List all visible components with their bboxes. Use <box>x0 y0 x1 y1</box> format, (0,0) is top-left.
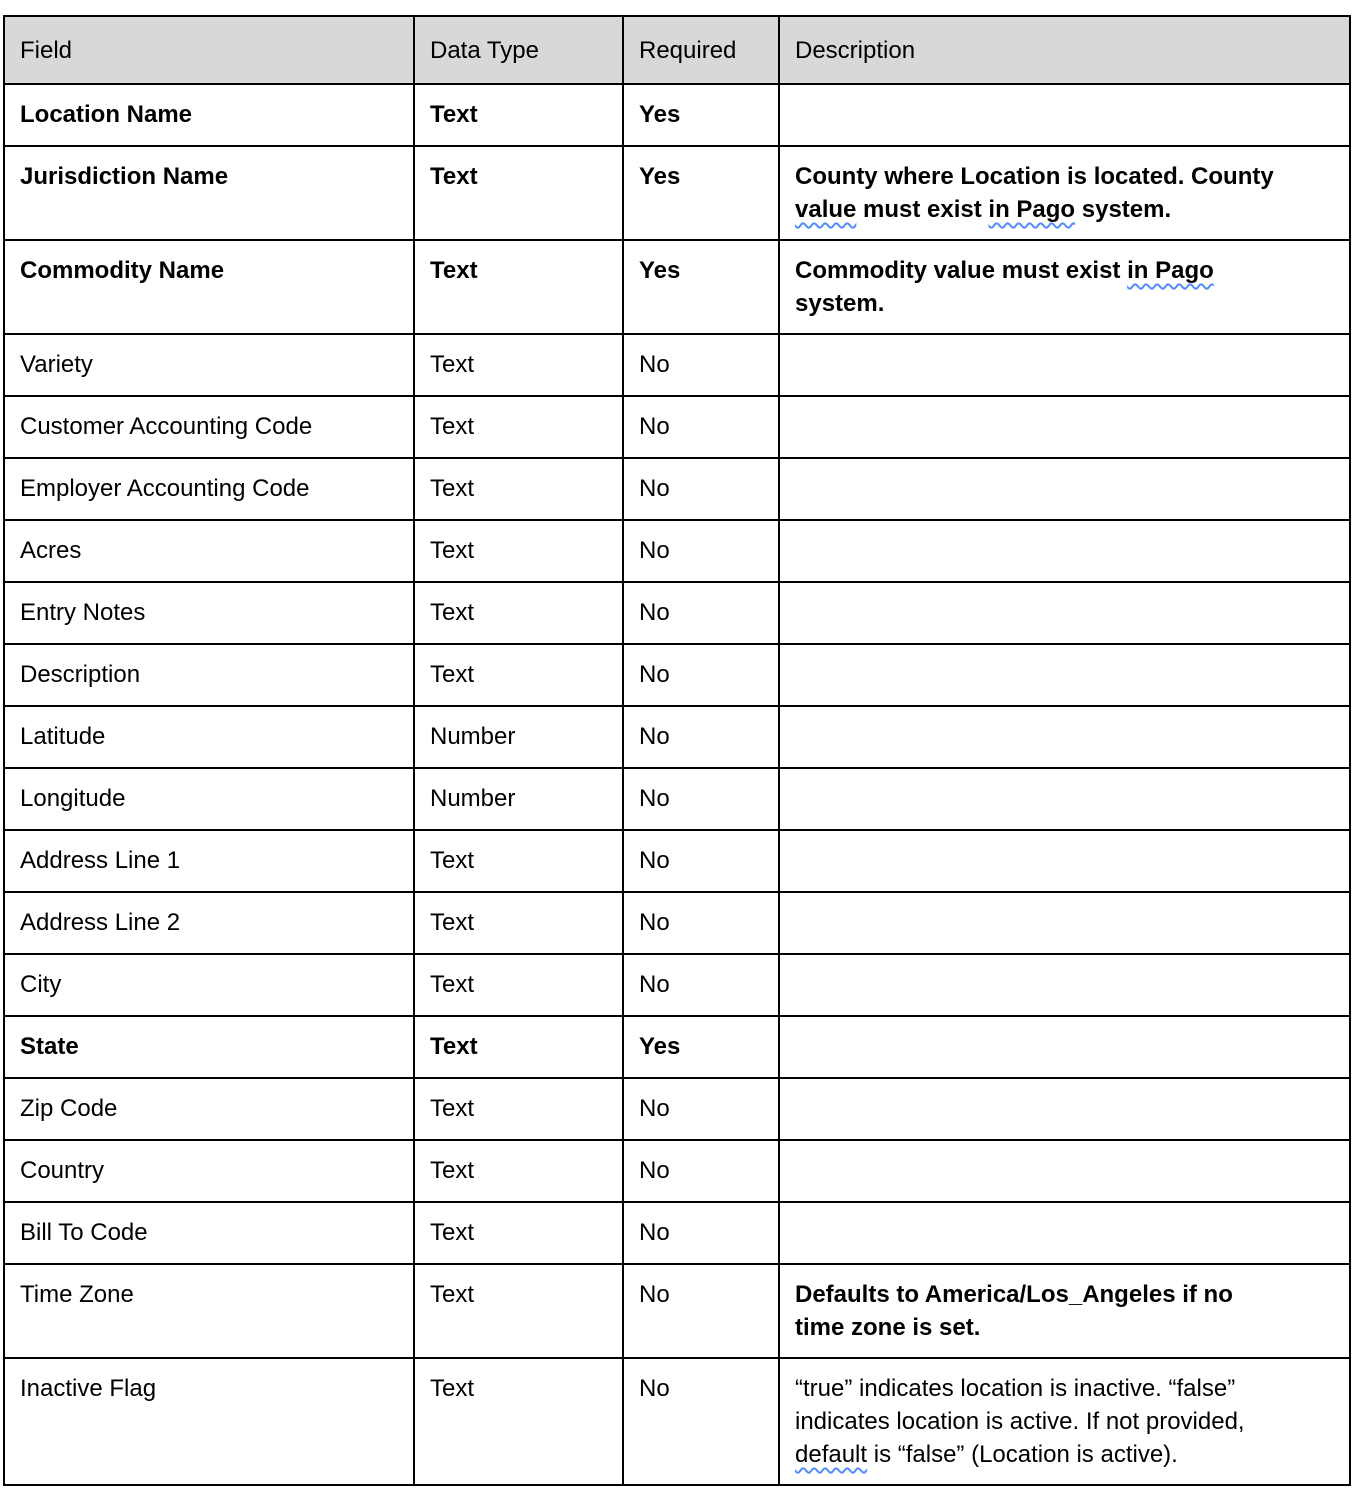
required-cell: No <box>623 1140 779 1202</box>
description-cell <box>779 1016 1350 1078</box>
field-name-cell: Latitude <box>4 706 414 768</box>
table-row <box>4 520 1350 582</box>
data-type-cell: Text <box>414 146 623 240</box>
column-header-data-type: Data Type <box>414 16 623 84</box>
description-cell <box>779 954 1350 1016</box>
grammar-squiggle-text: default <box>795 1441 868 1468</box>
required-cell: No <box>623 706 779 768</box>
grammar-squiggle-text: in Pago <box>988 196 1076 223</box>
description-cell <box>779 1202 1350 1264</box>
description-text: indicates location is active. If not provided, <box>795 1408 1245 1435</box>
description-cell <box>779 240 1350 334</box>
field-name-cell: Jurisdiction Name <box>4 146 414 240</box>
column-header-field: Field <box>4 16 414 84</box>
table-row <box>4 84 1350 146</box>
data-type-cell: Text <box>414 1078 623 1140</box>
description-text: is “false” (Location is active). <box>867 1441 1178 1468</box>
table-row <box>4 830 1350 892</box>
table-row <box>4 1202 1350 1264</box>
table-row <box>4 768 1350 830</box>
field-name-cell: State <box>4 1016 414 1078</box>
description-line <box>795 1311 1337 1344</box>
table-row <box>4 1016 1350 1078</box>
description-cell <box>779 396 1350 458</box>
description-line <box>795 1438 1337 1471</box>
field-name-cell: Location Name <box>4 84 414 146</box>
description-cell <box>779 1140 1350 1202</box>
description-text: County where Location is located. County <box>795 163 1274 190</box>
field-name-cell: Customer Accounting Code <box>4 396 414 458</box>
description-cell <box>779 768 1350 830</box>
required-cell: No <box>623 334 779 396</box>
required-cell: No <box>623 458 779 520</box>
data-type-cell: Text <box>414 1358 623 1485</box>
required-cell: Yes <box>623 146 779 240</box>
data-type-cell: Text <box>414 1016 623 1078</box>
description-cell <box>779 146 1350 240</box>
data-type-cell: Text <box>414 1202 623 1264</box>
table-row <box>4 458 1350 520</box>
field-name-cell: Address Line 2 <box>4 892 414 954</box>
description-line <box>795 1405 1337 1438</box>
field-name-cell: Bill To Code <box>4 1202 414 1264</box>
grammar-squiggle-text: in Pago <box>1127 257 1214 284</box>
table-row <box>4 146 1350 240</box>
field-name-cell: Employer Accounting Code <box>4 458 414 520</box>
description-text: Commodity value must exist <box>795 257 1128 284</box>
required-cell: Yes <box>623 1016 779 1078</box>
table-body <box>4 84 1350 1485</box>
description-cell <box>779 334 1350 396</box>
data-type-cell: Text <box>414 84 623 146</box>
data-type-cell: Text <box>414 954 623 1016</box>
table-row <box>4 892 1350 954</box>
description-cell <box>779 1078 1350 1140</box>
field-name-cell: City <box>4 954 414 1016</box>
description-cell <box>779 706 1350 768</box>
table-row <box>4 1140 1350 1202</box>
table-row <box>4 706 1350 768</box>
description-cell <box>779 892 1350 954</box>
table-row <box>4 954 1350 1016</box>
description-cell <box>779 1358 1350 1485</box>
data-type-cell: Text <box>414 1264 623 1358</box>
data-type-cell: Text <box>414 830 623 892</box>
data-type-cell: Text <box>414 644 623 706</box>
description-line <box>795 254 1337 287</box>
table-row <box>4 240 1350 334</box>
required-cell: No <box>623 768 779 830</box>
field-name-cell: Time Zone <box>4 1264 414 1358</box>
table-row <box>4 334 1350 396</box>
table-row <box>4 396 1350 458</box>
column-header-description: Description <box>779 16 1350 84</box>
description-line <box>795 287 1337 320</box>
data-type-cell: Text <box>414 520 623 582</box>
table-row <box>4 1078 1350 1140</box>
description-cell <box>779 644 1350 706</box>
description-cell <box>779 458 1350 520</box>
table-header-row <box>4 16 1350 84</box>
description-cell <box>779 84 1350 146</box>
data-type-cell: Text <box>414 334 623 396</box>
required-cell: No <box>623 954 779 1016</box>
required-cell: No <box>623 582 779 644</box>
field-name-cell: Country <box>4 1140 414 1202</box>
required-cell: No <box>623 830 779 892</box>
required-cell: Yes <box>623 84 779 146</box>
required-cell: Yes <box>623 240 779 334</box>
table-row <box>4 1358 1350 1485</box>
description-text: Defaults to America/Los_Angeles if no <box>795 1281 1233 1308</box>
description-text: time zone is set. <box>795 1314 981 1341</box>
table-row <box>4 644 1350 706</box>
field-name-cell: Acres <box>4 520 414 582</box>
field-definitions-table <box>3 15 1351 1486</box>
table-row <box>4 582 1350 644</box>
description-cell <box>779 582 1350 644</box>
field-name-cell: Address Line 1 <box>4 830 414 892</box>
field-name-cell: Zip Code <box>4 1078 414 1140</box>
description-text: system. <box>795 290 885 317</box>
field-name-cell: Longitude <box>4 768 414 830</box>
data-type-cell: Text <box>414 458 623 520</box>
description-line <box>795 1372 1337 1405</box>
required-cell: No <box>623 396 779 458</box>
data-type-cell: Text <box>414 396 623 458</box>
field-name-cell: Inactive Flag <box>4 1358 414 1485</box>
description-cell <box>779 1264 1350 1358</box>
field-name-cell: Variety <box>4 334 414 396</box>
description-cell <box>779 520 1350 582</box>
required-cell: No <box>623 1264 779 1358</box>
data-type-cell: Text <box>414 582 623 644</box>
required-cell: No <box>623 1078 779 1140</box>
description-line <box>795 160 1337 193</box>
description-text: system. <box>1075 196 1172 223</box>
data-type-cell: Number <box>414 706 623 768</box>
required-cell: No <box>623 1202 779 1264</box>
description-cell <box>779 830 1350 892</box>
required-cell: No <box>623 892 779 954</box>
description-text: “true” indicates location is inactive. “false” <box>795 1375 1236 1402</box>
description-line <box>795 1278 1337 1311</box>
data-type-cell: Number <box>414 768 623 830</box>
field-name-cell: Entry Notes <box>4 582 414 644</box>
required-cell: No <box>623 644 779 706</box>
required-cell: No <box>623 520 779 582</box>
field-name-cell: Commodity Name <box>4 240 414 334</box>
grammar-squiggle-text: value <box>795 196 857 223</box>
field-name-cell: Description <box>4 644 414 706</box>
description-text: must exist <box>856 196 989 223</box>
description-line <box>795 193 1337 226</box>
column-header-required: Required <box>623 16 779 84</box>
data-type-cell: Text <box>414 892 623 954</box>
data-type-cell: Text <box>414 240 623 334</box>
required-cell: No <box>623 1358 779 1485</box>
table-row <box>4 1264 1350 1358</box>
data-type-cell: Text <box>414 1140 623 1202</box>
